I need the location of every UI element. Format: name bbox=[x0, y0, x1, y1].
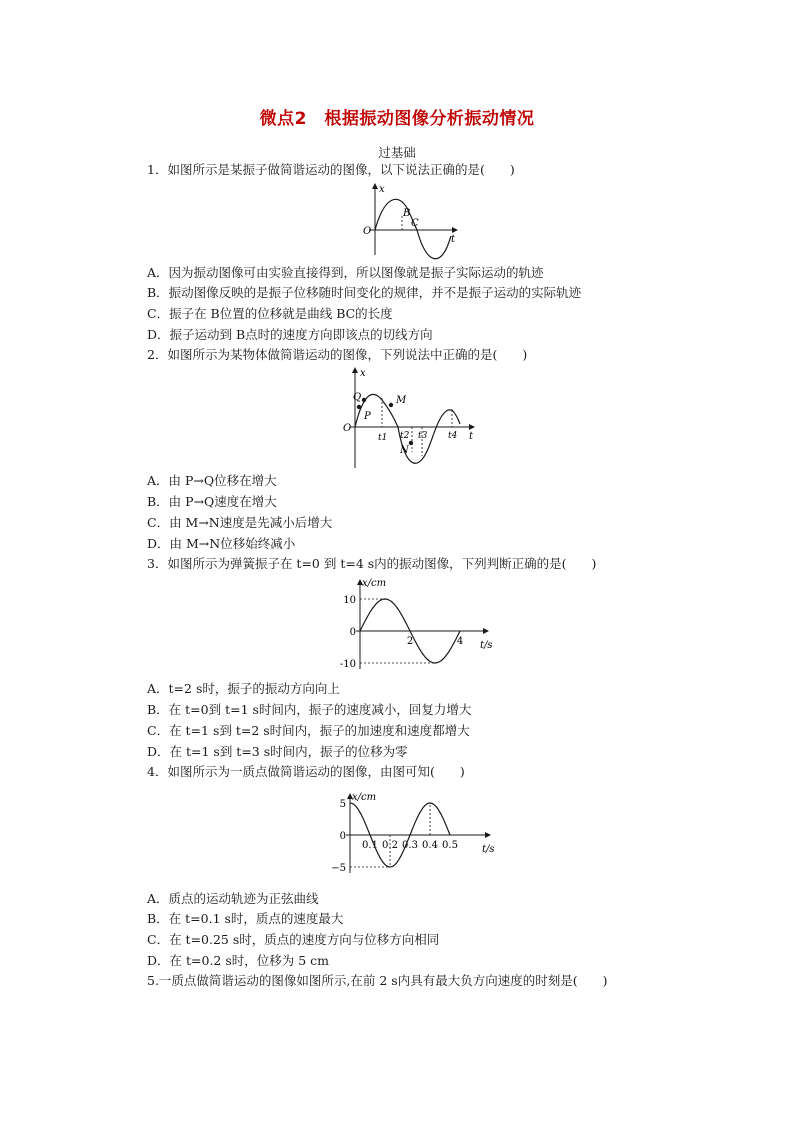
q1-point-c: C bbox=[411, 218, 419, 229]
y-tick-label: 0 bbox=[349, 627, 356, 638]
q3-option-d: D．在 t=1 s到 t=3 s时间内，振子的位移为零 bbox=[147, 744, 408, 759]
data-point bbox=[349, 802, 350, 803]
q4-option-c: C．在 t=0.25 s时，质点的速度方向与位移方向相同 bbox=[147, 932, 440, 947]
y-tick-label: -10 bbox=[339, 659, 356, 670]
q1-x-label: x bbox=[379, 184, 385, 195]
data-point bbox=[399, 857, 400, 858]
q2-point-q-dot bbox=[362, 398, 366, 402]
q1-point-b: B bbox=[403, 208, 411, 219]
q1-stem: 1．如图所示是某振子做简谐运动的图像，以下说法正确的是( ) bbox=[147, 162, 515, 177]
q3-chart bbox=[330, 576, 500, 676]
x-tick-label: 2 bbox=[406, 636, 414, 647]
data-point bbox=[449, 834, 450, 835]
y-tick-label: 10 bbox=[343, 595, 356, 606]
q2-stem: 2．如图所示为某物体做简谐运动的图像，下列说法中正确的是( ) bbox=[147, 347, 528, 362]
q4-chart bbox=[330, 790, 500, 880]
q2-point-n-dot bbox=[409, 441, 413, 445]
data-point bbox=[439, 812, 440, 813]
q1-option-b: B．振动图像反映的是振子位移随时间变化的规律，并不是振子运动的实际轨迹 bbox=[147, 285, 582, 300]
x-tick-label: 0.5 bbox=[442, 840, 458, 851]
q2-t-label: t bbox=[469, 431, 474, 442]
data-point bbox=[372, 608, 373, 609]
q3-option-b: B．在 t=0到 t=1 s时间内，振子的速度减小，回复力增大 bbox=[147, 702, 472, 717]
data-point bbox=[409, 834, 410, 835]
data-point bbox=[379, 857, 380, 858]
q1-option-d: D．振子运动到 B点时的速度方向即该点的切线方向 bbox=[147, 327, 433, 342]
q2-tick-t2: t2 bbox=[400, 431, 410, 441]
q2-label-n: N bbox=[400, 445, 409, 456]
q4-option-d: D．在 t=0.2 s时，位移为 5 cm bbox=[147, 953, 330, 968]
y-tick-label: 0 bbox=[339, 831, 346, 842]
q2-x-label: x bbox=[360, 368, 366, 379]
q1-curve bbox=[375, 199, 451, 258]
q2-figure bbox=[340, 364, 480, 472]
x-axis-label: t/s bbox=[482, 844, 495, 855]
data-point bbox=[447, 653, 448, 654]
data-point bbox=[384, 598, 385, 599]
data-point bbox=[359, 630, 360, 631]
x-tick-label: 0.4 bbox=[422, 840, 438, 851]
x-tick-label: 0.1 bbox=[362, 840, 378, 851]
page-title: 微点2 根据振动图像分析振动情况 bbox=[259, 109, 535, 129]
q2-tick-t1: t1 bbox=[378, 433, 388, 443]
data-point bbox=[434, 662, 435, 663]
q3-option-a: A．t=2 s时，振子的振动方向向上 bbox=[147, 681, 340, 696]
q2-label-m: M bbox=[396, 395, 407, 406]
q2-option-a: A．由 P→Q位移在增大 bbox=[147, 473, 277, 488]
q3-option-c: C．在 t=1 s到 t=2 s时间内，振子的加速度和速度都增大 bbox=[147, 723, 470, 738]
q4-option-b: B．在 t=0.1 s时，质点的速度最大 bbox=[147, 911, 344, 926]
q2-point-p-dot bbox=[357, 405, 361, 409]
q2-option-b: B．由 P→Q速度在增大 bbox=[147, 494, 277, 509]
data-point bbox=[459, 630, 460, 631]
q2-tick-t3: t3 bbox=[418, 431, 428, 441]
q2-origin-label: O bbox=[343, 423, 352, 434]
q2-option-d: D．由 M→N位移始终减小 bbox=[147, 536, 296, 551]
q3-stem: 3．如图所示为弹簧振子在 t=0 到 t=4 s内的振动图像，下列判断正确的是( ) bbox=[147, 556, 597, 571]
q2-tick-t4: t4 bbox=[448, 431, 458, 441]
y-tick-label: 5 bbox=[339, 799, 346, 810]
q2-label-p: P bbox=[364, 411, 371, 422]
y-axis-label: x/cm bbox=[362, 578, 387, 589]
section-subtitle: 过基础 bbox=[378, 145, 416, 160]
y-tick-label: −5 bbox=[331, 863, 346, 874]
data-point bbox=[409, 630, 410, 631]
x-tick-label: 0.2 bbox=[382, 840, 398, 851]
q1-option-a: A．因为振动图像可由实验直接得到，所以图像就是振子实际运动的轨迹 bbox=[147, 265, 544, 280]
q1-origin-label: O bbox=[363, 226, 372, 237]
q1-figure bbox=[355, 180, 465, 260]
data-point bbox=[429, 802, 430, 803]
q1-option-c: C．振子在 B位置的位移就是曲线 BC的长度 bbox=[147, 306, 393, 321]
q2-label-q: Q bbox=[353, 392, 362, 403]
x-axis-label: t/s bbox=[480, 640, 493, 651]
q4-option-a: A．质点的运动轨迹为正弦曲线 bbox=[147, 891, 319, 906]
data-point bbox=[419, 812, 420, 813]
q2-point-m-dot bbox=[389, 403, 393, 407]
q2-option-c: C．由 M→N速度是先减小后增大 bbox=[147, 515, 333, 530]
x-tick-label: 4 bbox=[456, 636, 464, 647]
y-axis-label: x/cm bbox=[352, 792, 377, 803]
data-point bbox=[397, 608, 398, 609]
q4-stem: 4．如图所示为一质点做简谐运动的图像，由图可知( ) bbox=[147, 764, 465, 779]
q1-t-label: t bbox=[451, 234, 456, 245]
data-point bbox=[389, 866, 390, 867]
data-point bbox=[369, 834, 370, 835]
x-tick-label: 0.3 bbox=[402, 840, 418, 851]
q5-stem: 5.一质点做简谐运动的图像如图所示,在前 2 s内具有最大负方向速度的时刻是( ) bbox=[147, 973, 608, 988]
data-point bbox=[422, 653, 423, 654]
data-point bbox=[359, 812, 360, 813]
